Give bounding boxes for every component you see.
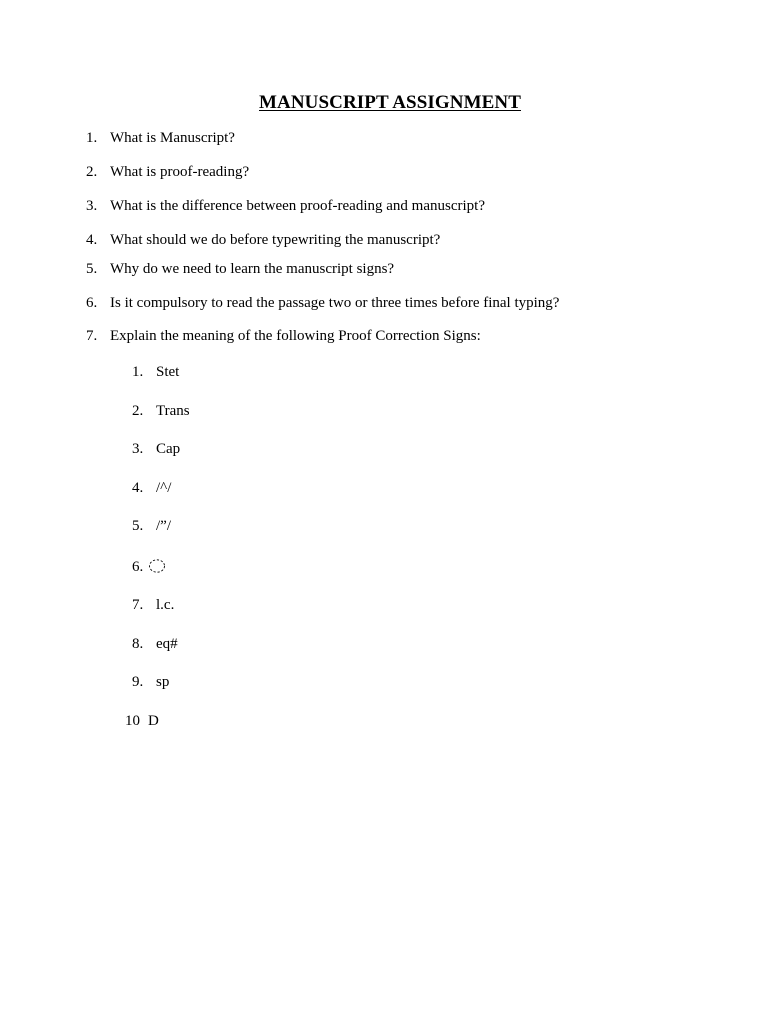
question-text: What is Manuscript? bbox=[110, 130, 235, 146]
question-text: Why do we need to learn the manuscript signs? bbox=[110, 261, 395, 277]
sign-item bbox=[125, 713, 159, 730]
page-title: MANUSCRIPT ASSIGNMENT bbox=[259, 92, 521, 113]
question-text: Is it compulsory to read the passage two or three times before final typing? bbox=[110, 295, 560, 311]
sign-number: 3. bbox=[132, 441, 144, 457]
question-number: 1. bbox=[86, 130, 98, 146]
sign-number: 8. bbox=[132, 636, 144, 652]
sign-item bbox=[132, 674, 169, 691]
question-number: 6. bbox=[86, 295, 98, 311]
question-number: 4. bbox=[86, 232, 98, 248]
question-text: What is proof-reading? bbox=[110, 164, 250, 180]
sign-number: 5. bbox=[132, 518, 144, 534]
sign-text: /”/ bbox=[156, 518, 171, 534]
sign-text: eq# bbox=[156, 636, 178, 652]
sign-number: 4. bbox=[132, 480, 144, 496]
question-item bbox=[86, 232, 440, 249]
sign-number: 6. bbox=[132, 559, 144, 575]
sign-number: 10 bbox=[125, 713, 140, 729]
sign-text: sp bbox=[156, 674, 170, 690]
question-number: 7. bbox=[86, 328, 98, 344]
question-text: What is the difference between proof-reading and manuscript? bbox=[110, 198, 485, 214]
question-number: 2. bbox=[86, 164, 98, 180]
sign-number: 7. bbox=[132, 597, 144, 613]
question-number: 5. bbox=[86, 261, 98, 277]
question-item bbox=[86, 328, 481, 345]
sign-number: 1. bbox=[132, 364, 144, 380]
sign-number: 2. bbox=[132, 403, 144, 419]
question-item bbox=[86, 130, 235, 147]
sign-text: Trans bbox=[156, 403, 190, 419]
sign-item bbox=[132, 480, 171, 497]
question-number: 3. bbox=[86, 198, 98, 214]
dotted-circle-icon bbox=[148, 558, 166, 579]
sign-number: 9. bbox=[132, 674, 144, 690]
sign-text: l.c. bbox=[156, 597, 175, 613]
sign-item bbox=[132, 597, 174, 614]
sign-text: /^/ bbox=[156, 480, 172, 496]
question-item bbox=[86, 164, 249, 181]
sign-item bbox=[132, 518, 171, 535]
sign-text: D bbox=[148, 713, 159, 729]
sign-item bbox=[132, 558, 166, 579]
question-item bbox=[86, 295, 559, 312]
sign-item bbox=[132, 441, 180, 458]
sign-text: Cap bbox=[156, 441, 181, 457]
sign-item bbox=[132, 636, 178, 653]
question-item bbox=[86, 261, 394, 278]
question-text: What should we do before typewriting the manuscript? bbox=[110, 232, 441, 248]
sign-item bbox=[132, 403, 190, 420]
question-item bbox=[86, 198, 485, 215]
question-text: Explain the meaning of the following Proof Correction Signs: bbox=[110, 328, 481, 344]
sign-item bbox=[132, 364, 179, 381]
sign-text: Stet bbox=[156, 364, 180, 380]
